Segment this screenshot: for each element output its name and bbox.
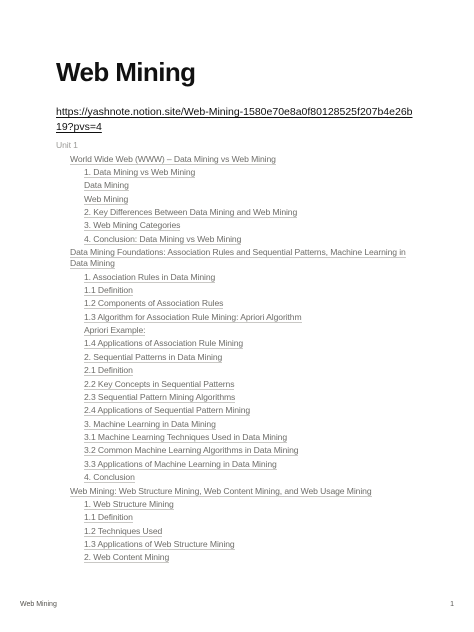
- toc-item-label: 2. Key Differences Between Data Mining and Web Mining: [84, 207, 298, 218]
- toc-item-label: 3.3 Applications of Machine Learning in Data Mining: [84, 458, 277, 469]
- toc-item[interactable]: [56, 351, 418, 364]
- toc-item-label: 2.2 Key Concepts in Sequential Patterns: [84, 378, 235, 389]
- toc-item-label: 1.3 Applications of Web Structure Mining: [84, 539, 235, 550]
- toc-item[interactable]: [56, 511, 418, 524]
- toc-item[interactable]: [56, 404, 418, 417]
- toc-item-label: 2.1 Definition: [84, 365, 133, 376]
- toc-item[interactable]: [56, 471, 418, 484]
- toc-item[interactable]: [56, 364, 418, 377]
- toc-item[interactable]: [56, 551, 418, 564]
- toc-item-label: 3.1 Machine Learning Techniques Used in Data Mining: [84, 432, 288, 443]
- toc-item-label: 1.1 Definition: [84, 284, 133, 295]
- toc-item[interactable]: [56, 337, 418, 350]
- toc-item-label: World Wide Web (WWW) – Data Mining vs Web Mining: [70, 153, 276, 164]
- toc-item[interactable]: [56, 498, 418, 511]
- footer-page-number: 1: [450, 601, 454, 608]
- toc-item-label: Unit 1: [56, 140, 78, 151]
- toc-item-label: 1.1 Definition: [84, 512, 133, 523]
- toc-item-label: 1.3 Algorithm for Association Rule Mining: Apriori Algorithm: [84, 311, 302, 322]
- toc-item-label: 1.2 Techniques Used: [84, 525, 163, 536]
- toc-item-label: Web Mining: Web Structure Mining, Web Content Mining, and Web Usage Mining: [70, 485, 372, 496]
- toc-item-label: 1. Association Rules in Data Mining: [84, 271, 216, 282]
- toc-item-label: 2.3 Sequential Pattern Mining Algorithms: [84, 391, 236, 402]
- toc-item[interactable]: [56, 538, 418, 551]
- toc-item[interactable]: [56, 246, 418, 270]
- toc-section-label: [56, 139, 418, 152]
- toc-item[interactable]: [56, 418, 418, 431]
- notion-page-link[interactable]: https://yashnote.notion.site/Web-Mining-1580e70e8a0f80128525f207b4e26b19?pvs=4: [56, 106, 413, 133]
- toc-item[interactable]: [56, 166, 418, 179]
- toc-item[interactable]: [56, 311, 418, 324]
- toc-item-label: Data Mining: [84, 180, 129, 191]
- toc-item-label: 3. Web Mining Categories: [84, 220, 181, 231]
- toc-item[interactable]: [56, 206, 418, 219]
- toc-item[interactable]: [56, 233, 418, 246]
- toc-item[interactable]: [56, 458, 418, 471]
- toc-item[interactable]: [56, 270, 418, 283]
- toc-item[interactable]: [56, 284, 418, 297]
- toc-item[interactable]: [56, 219, 418, 232]
- footer-title: Web Mining: [20, 601, 57, 608]
- toc-item[interactable]: [56, 484, 418, 497]
- toc-item-label: 1.4 Applications of Association Rule Mining: [84, 338, 244, 349]
- toc-item-label: 3.2 Common Machine Learning Algorithms in Data Mining: [84, 445, 299, 456]
- toc-item[interactable]: [56, 525, 418, 538]
- toc-item-label: Apriori Example:: [84, 325, 146, 336]
- toc-item[interactable]: [56, 431, 418, 444]
- toc-item-label: 4. Conclusion: [84, 472, 135, 483]
- toc-item[interactable]: [56, 444, 418, 457]
- toc-item-label: 2.4 Applications of Sequential Pattern Mining: [84, 405, 251, 416]
- toc-item[interactable]: [56, 377, 418, 390]
- page-title: Web Mining: [56, 57, 196, 87]
- table-of-contents: [56, 139, 418, 565]
- toc-item-label: 1.2 Components of Association Rules: [84, 298, 224, 309]
- toc-item[interactable]: [56, 391, 418, 404]
- toc-item[interactable]: [56, 324, 418, 337]
- toc-item-label: 1. Web Structure Mining: [84, 498, 174, 509]
- toc-item-label: Web Mining: [84, 193, 129, 204]
- toc-item-label: 2. Sequential Patterns in Data Mining: [84, 351, 223, 362]
- toc-item[interactable]: [56, 193, 418, 206]
- toc-item-label: Data Mining Foundations: Association Rules and Sequential Patterns, Machine Learning in Data Mining: [70, 247, 406, 269]
- toc-item[interactable]: [56, 152, 418, 165]
- toc-item-label: 3. Machine Learning in Data Mining: [84, 418, 216, 429]
- toc-item-label: 2. Web Content Mining: [84, 552, 170, 563]
- toc-item-label: 4. Conclusion: Data Mining vs Web Mining: [84, 233, 242, 244]
- toc-item[interactable]: [56, 297, 418, 310]
- toc-item-label: 1. Data Mining vs Web Mining: [84, 166, 196, 177]
- toc-item[interactable]: [56, 179, 418, 192]
